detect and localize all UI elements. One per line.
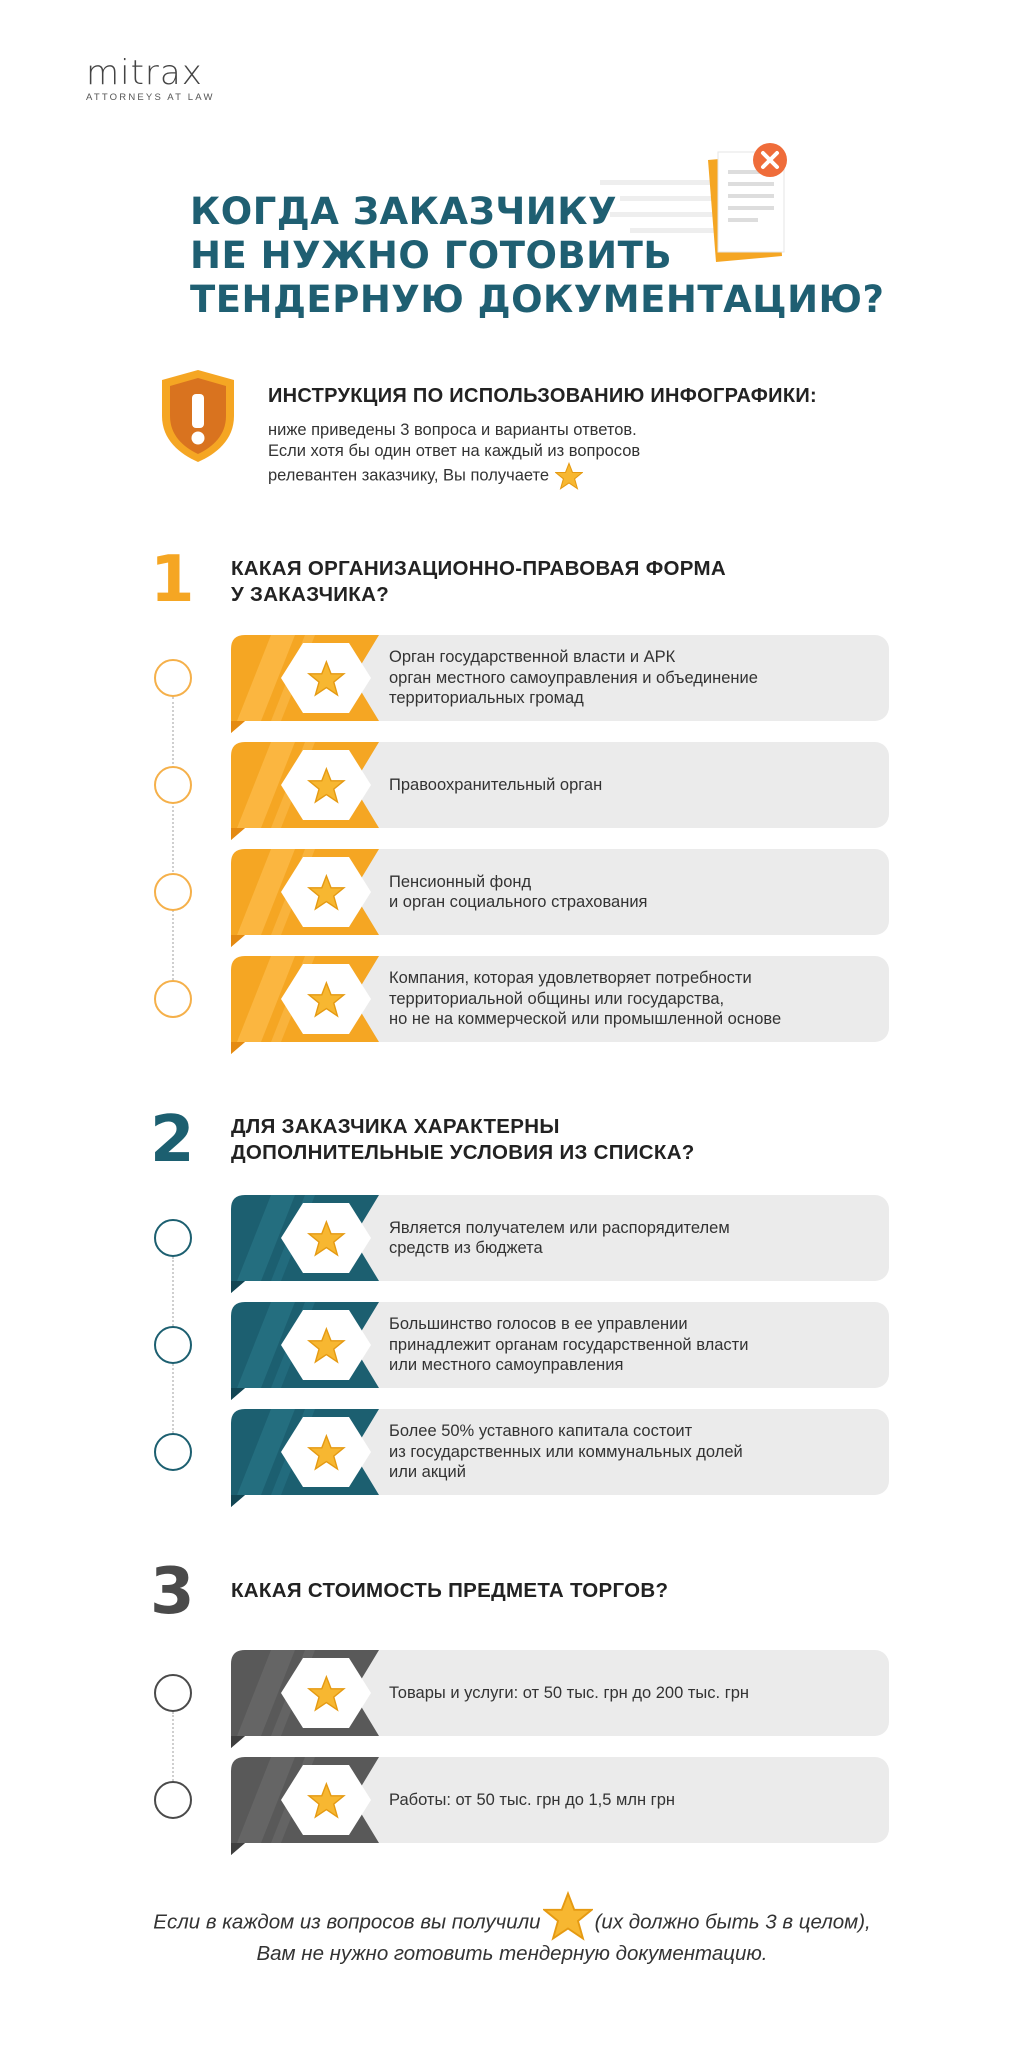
section-number: 3 [150, 1555, 195, 1629]
instruction-line: релевантен заказчику, Вы получаете [268, 462, 788, 490]
answer-option[interactable] [231, 1195, 889, 1285]
option-text [389, 956, 879, 1042]
warning-shield-icon [158, 368, 238, 464]
option-star-tab [231, 1409, 379, 1507]
page-title [190, 190, 890, 322]
option-text-line: Компания, которая удовлетворяет потребности [389, 969, 752, 988]
option-text-line: или местного самоуправления [389, 1356, 624, 1375]
question-line: ДЛЯ ЗАКАЗЧИКА ХАРАКТЕРНЫ [231, 1115, 560, 1138]
instruction-line: ниже приведены 3 вопроса и варианты ответов. [268, 421, 637, 439]
option-text [389, 1409, 879, 1495]
answer-option[interactable] [231, 635, 889, 725]
option-text-line: орган местного самоуправления и объединение [389, 668, 758, 687]
answer-option[interactable] [231, 742, 889, 832]
answer-option[interactable] [231, 1409, 889, 1499]
option-text-line: Является получателем или распорядителем [389, 1218, 730, 1237]
instruction-text [268, 420, 788, 490]
option-star-tab [231, 1757, 379, 1855]
option-text-line: Большинство голосов в ее управлении [389, 1315, 688, 1334]
option-star-tab [231, 956, 379, 1054]
option-text [389, 742, 879, 828]
connector-line [172, 697, 174, 980]
option-text-line: Работы: от 50 тыс. грн до 1,5 млн грн [389, 1790, 675, 1809]
title-line: ТЕНДЕРНУЮ ДОКУМЕНТАЦИЮ? [190, 278, 885, 321]
answer-checkbox[interactable] [154, 659, 192, 697]
answer-checkbox[interactable] [154, 1781, 192, 1819]
option-text-line: территориальных громад [389, 689, 584, 708]
title-line: КОГДА ЗАКАЗЧИКУ [190, 190, 617, 233]
section-number: 2 [150, 1103, 195, 1177]
star-icon [555, 462, 583, 490]
option-text-line: принадлежит органам государственной власти [389, 1335, 749, 1354]
option-text-line: средств из бюджета [389, 1239, 543, 1257]
option-text-line: или акций [389, 1463, 466, 1482]
footer-line: Если в каждом из вопросов вы получили (их должно быть 3 в целом), [0, 1905, 1024, 1941]
option-star-tab [231, 635, 379, 733]
answer-option[interactable] [231, 1302, 889, 1392]
section-number: 1 [150, 543, 195, 617]
answer-checkbox[interactable] [154, 1326, 192, 1364]
section-question [231, 1114, 695, 1166]
answer-option[interactable] [231, 956, 889, 1046]
instruction-heading: ИНСТРУКЦИЯ ПО ИСПОЛЬЗОВАНИЮ ИНФОГРАФИКИ: [268, 385, 817, 407]
option-star-tab [231, 1650, 379, 1748]
instruction-line: Если хотя бы один ответ на каждый из вопросов [268, 442, 641, 460]
title-line: НЕ НУЖНО ГОТОВИТЬ [190, 234, 673, 277]
option-text-line: Товары и услуги: от 50 тыс. грн до 200 тыс. грн [389, 1683, 750, 1702]
option-text-line: Более 50% уставного капитала состоит [389, 1422, 693, 1441]
option-text-line: территориальной общины или государства, [389, 989, 725, 1008]
footer-note [0, 1905, 1024, 1967]
answer-checkbox[interactable] [154, 1219, 192, 1257]
company-logo [86, 53, 266, 103]
option-star-tab [231, 849, 379, 947]
question-line: ДОПОЛНИТЕЛЬНЫЕ УСЛОВИЯ ИЗ СПИСКА? [231, 1141, 695, 1164]
answer-option[interactable] [231, 849, 889, 939]
option-text [389, 849, 879, 935]
option-text-line: Правоохранительный орган [389, 775, 603, 794]
answer-checkbox[interactable] [154, 873, 192, 911]
option-text [389, 1650, 879, 1736]
question-line: КАКАЯ ОРГАНИЗАЦИОННО-ПРАВОВАЯ ФОРМА [231, 557, 726, 580]
option-star-tab [231, 742, 379, 840]
option-star-tab [231, 1195, 379, 1293]
option-text-line: но не на коммерческой или промышленной основе [389, 1010, 782, 1029]
option-text-line: и орган социального страхования [389, 893, 648, 911]
section-question [231, 1578, 668, 1604]
option-text [389, 1195, 879, 1281]
question-line: КАКАЯ СТОИМОСТЬ ПРЕДМЕТА ТОРГОВ? [231, 1579, 669, 1602]
answer-checkbox[interactable] [154, 766, 192, 804]
answer-checkbox[interactable] [154, 1433, 192, 1471]
question-line: У ЗАКАЗЧИКА? [231, 583, 390, 606]
option-text [389, 1757, 879, 1843]
connector-line [172, 1712, 174, 1781]
option-star-tab [231, 1302, 379, 1400]
option-text-line: Пенсионный фонд [389, 872, 532, 891]
answer-option[interactable] [231, 1650, 889, 1740]
answer-option[interactable] [231, 1757, 889, 1847]
footer-line: Вам не нужно готовить тендерную документацию. [256, 1942, 768, 1965]
section-question [231, 556, 726, 608]
option-text-line: из государственных или коммунальных долей [389, 1442, 743, 1461]
star-icon [543, 1891, 593, 1941]
answer-checkbox[interactable] [154, 1674, 192, 1712]
option-text [389, 1302, 879, 1388]
logo-tagline: ATTORNEYS AT LAW [86, 92, 215, 103]
answer-checkbox[interactable] [154, 980, 192, 1018]
option-text-line: Орган государственной власти и АРК [389, 648, 676, 667]
logo-wordmark: mitrax [86, 53, 203, 93]
option-text [389, 635, 879, 721]
